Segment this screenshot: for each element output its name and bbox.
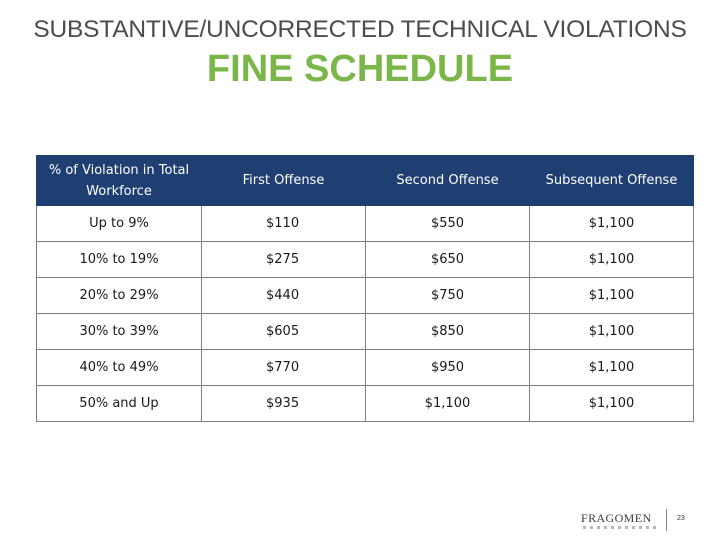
fine-schedule-table <box>36 155 694 422</box>
second-offense-cell: $1,100 <box>366 386 530 422</box>
table-row <box>37 278 694 314</box>
subsequent-offense-cell: $1,100 <box>530 206 694 242</box>
first-offense-cell: $275 <box>202 242 366 278</box>
violation-range-cell: 50% and Up <box>37 386 202 422</box>
slide-subtitle: FINE SCHEDULE <box>206 48 514 90</box>
violation-range-cell: 10% to 19% <box>37 242 202 278</box>
subsequent-offense-cell: $1,100 <box>530 278 694 314</box>
violation-range-cell: 30% to 39% <box>37 314 202 350</box>
second-offense-cell: $850 <box>366 314 530 350</box>
table-row <box>37 206 694 242</box>
header-subsequent-offense: Subsequent Offense <box>530 156 694 206</box>
table-row <box>37 350 694 386</box>
table-row <box>37 314 694 350</box>
header-second-offense: Second Offense <box>366 156 530 206</box>
slide-title: SUBSTANTIVE/UNCORRECTED TECHNICAL VIOLATIONS <box>33 16 687 43</box>
first-offense-cell: $110 <box>202 206 366 242</box>
second-offense-cell: $650 <box>366 242 530 278</box>
subsequent-offense-cell: $1,100 <box>530 386 694 422</box>
second-offense-cell: $550 <box>366 206 530 242</box>
subsequent-offense-cell: $1,100 <box>530 350 694 386</box>
footer-divider <box>666 509 667 531</box>
violation-range-cell: Up to 9% <box>37 206 202 242</box>
violation-range-cell: 40% to 49% <box>37 350 202 386</box>
subsequent-offense-cell: $1,100 <box>530 242 694 278</box>
violation-range-cell: 20% to 29% <box>37 278 202 314</box>
first-offense-cell: $440 <box>202 278 366 314</box>
fragomen-logo: FRAGOMEN <box>581 511 652 525</box>
logo-tagline-decoration <box>583 526 659 529</box>
first-offense-cell: $935 <box>202 386 366 422</box>
table-row <box>37 242 694 278</box>
header-violation-percent: % of Violation in Total Workforce <box>37 156 202 206</box>
table-row <box>37 386 694 422</box>
page-number: 23 <box>677 515 685 522</box>
subsequent-offense-cell: $1,100 <box>530 314 694 350</box>
second-offense-cell: $950 <box>366 350 530 386</box>
first-offense-cell: $605 <box>202 314 366 350</box>
first-offense-cell: $770 <box>202 350 366 386</box>
table-header-row <box>37 156 694 206</box>
second-offense-cell: $750 <box>366 278 530 314</box>
header-first-offense: First Offense <box>202 156 366 206</box>
